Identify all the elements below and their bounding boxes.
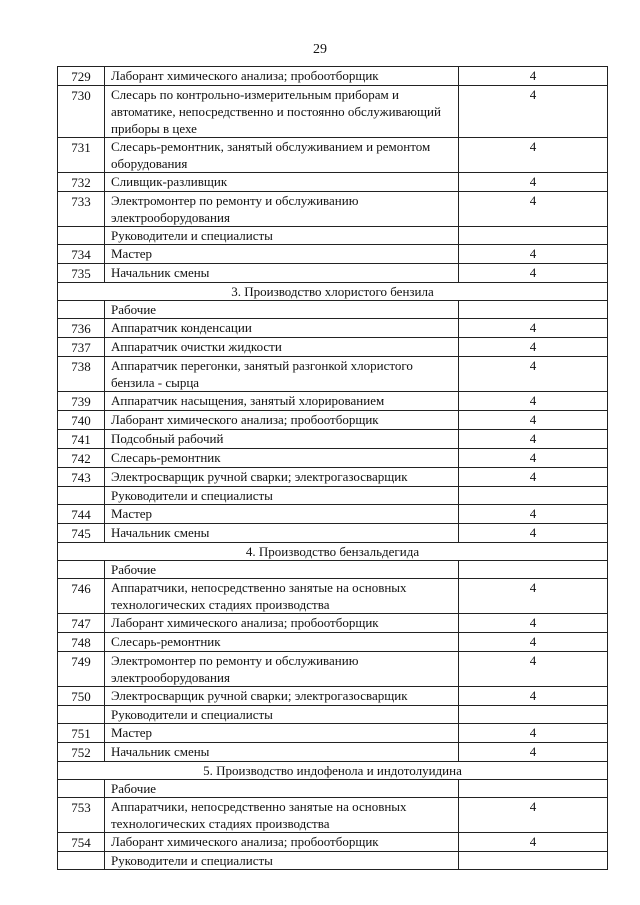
row-number: 732 — [58, 173, 105, 192]
table-row — [58, 173, 608, 192]
section-heading-row — [58, 543, 608, 561]
table-row — [58, 833, 608, 852]
profession-name: Сливщик-разливщик — [105, 173, 459, 192]
row-number: 733 — [58, 192, 105, 227]
group-heading-row — [58, 706, 608, 724]
table-row — [58, 468, 608, 487]
profession-name: Аппаратчик очистки жидкости — [105, 338, 459, 357]
row-number: 736 — [58, 319, 105, 338]
row-number: 737 — [58, 338, 105, 357]
value-cell: 4 — [459, 173, 608, 192]
profession-name: Электромонтер по ремонту и обслуживанию электрооборудования — [105, 192, 459, 227]
profession-name: Слесарь-ремонтник — [105, 633, 459, 652]
row-number: 729 — [58, 67, 105, 86]
row-number: 746 — [58, 579, 105, 614]
value-cell: 4 — [459, 411, 608, 430]
group-heading: Руководители и специалисты — [105, 227, 459, 245]
table-row — [58, 319, 608, 338]
row-number: 730 — [58, 86, 105, 138]
table-row — [58, 505, 608, 524]
row-number — [58, 301, 105, 319]
value-cell: 4 — [459, 468, 608, 487]
profession-name: Слесарь-ремонтник, занятый обслуживанием и ремонтом оборудования — [105, 138, 459, 173]
row-number: 744 — [58, 505, 105, 524]
row-number: 738 — [58, 357, 105, 392]
profession-name: Начальник смены — [105, 524, 459, 543]
group-heading-row — [58, 561, 608, 579]
group-heading: Руководители и специалисты — [105, 706, 459, 724]
row-number: 747 — [58, 614, 105, 633]
value-cell — [459, 852, 608, 870]
row-number: 750 — [58, 687, 105, 706]
value-cell: 4 — [459, 505, 608, 524]
table-row — [58, 138, 608, 173]
row-number — [58, 852, 105, 870]
row-number: 731 — [58, 138, 105, 173]
row-number — [58, 487, 105, 505]
table-row — [58, 430, 608, 449]
value-cell: 4 — [459, 687, 608, 706]
group-heading: Рабочие — [105, 301, 459, 319]
row-number: 740 — [58, 411, 105, 430]
table-row — [58, 798, 608, 833]
row-number: 745 — [58, 524, 105, 543]
group-heading: Рабочие — [105, 780, 459, 798]
table-row — [58, 524, 608, 543]
row-number: 734 — [58, 245, 105, 264]
table-row — [58, 245, 608, 264]
value-cell — [459, 561, 608, 579]
profession-name: Мастер — [105, 245, 459, 264]
table-row — [58, 633, 608, 652]
row-number: 735 — [58, 264, 105, 283]
value-cell: 4 — [459, 319, 608, 338]
value-cell: 4 — [459, 524, 608, 543]
row-number: 739 — [58, 392, 105, 411]
value-cell: 4 — [459, 614, 608, 633]
table-row — [58, 579, 608, 614]
section-heading-row — [58, 283, 608, 301]
value-cell: 4 — [459, 579, 608, 614]
value-cell: 4 — [459, 633, 608, 652]
profession-name: Мастер — [105, 724, 459, 743]
table-row — [58, 652, 608, 687]
group-heading-row — [58, 852, 608, 870]
row-number: 749 — [58, 652, 105, 687]
value-cell — [459, 301, 608, 319]
table-row — [58, 614, 608, 633]
value-cell: 4 — [459, 67, 608, 86]
value-cell: 4 — [459, 138, 608, 173]
row-number: 753 — [58, 798, 105, 833]
table-row — [58, 687, 608, 706]
table-row — [58, 264, 608, 283]
profession-name: Аппаратчики, непосредственно занятые на основных технологических стадиях производства — [105, 579, 459, 614]
group-heading-row — [58, 301, 608, 319]
row-number — [58, 561, 105, 579]
profession-name: Лаборант химического анализа; пробоотборщик — [105, 833, 459, 852]
value-cell: 4 — [459, 86, 608, 138]
group-heading-row — [58, 487, 608, 505]
group-heading: Рабочие — [105, 561, 459, 579]
value-cell: 4 — [459, 833, 608, 852]
row-number: 742 — [58, 449, 105, 468]
profession-name: Лаборант химического анализа; пробоотборщик — [105, 614, 459, 633]
value-cell: 4 — [459, 743, 608, 762]
group-heading-row — [58, 227, 608, 245]
row-number: 752 — [58, 743, 105, 762]
group-heading-row — [58, 780, 608, 798]
section-heading: 4. Производство бензальдегида — [58, 543, 608, 561]
table-row — [58, 86, 608, 138]
row-number: 754 — [58, 833, 105, 852]
section-heading: 5. Производство индофенола и индотолуидина — [58, 762, 608, 780]
row-number — [58, 706, 105, 724]
row-number: 748 — [58, 633, 105, 652]
row-number: 743 — [58, 468, 105, 487]
profession-name: Лаборант химического анализа; пробоотборщик — [105, 411, 459, 430]
table-row — [58, 338, 608, 357]
profession-name: Аппаратчик конденсации — [105, 319, 459, 338]
row-number — [58, 780, 105, 798]
value-cell: 4 — [459, 357, 608, 392]
profession-name: Электромонтер по ремонту и обслуживанию электрооборудования — [105, 652, 459, 687]
row-number: 741 — [58, 430, 105, 449]
value-cell — [459, 706, 608, 724]
table-row — [58, 392, 608, 411]
group-heading: Руководители и специалисты — [105, 852, 459, 870]
value-cell — [459, 487, 608, 505]
table-row — [58, 67, 608, 86]
profession-name: Лаборант химического анализа; пробоотборщик — [105, 67, 459, 86]
profession-name: Подсобный рабочий — [105, 430, 459, 449]
value-cell: 4 — [459, 724, 608, 743]
value-cell: 4 — [459, 192, 608, 227]
profession-name: Аппаратчики, непосредственно занятые на основных технологических стадиях производства — [105, 798, 459, 833]
table-row — [58, 449, 608, 468]
profession-name: Электросварщик ручной сварки; электрогазосварщик — [105, 687, 459, 706]
value-cell: 4 — [459, 264, 608, 283]
profession-name: Слесарь-ремонтник — [105, 449, 459, 468]
page-number: 29 — [313, 42, 327, 57]
value-cell — [459, 227, 608, 245]
section-heading: 3. Производство хлористого бензила — [58, 283, 608, 301]
table-row — [58, 357, 608, 392]
professions-table — [57, 66, 608, 870]
profession-name: Слесарь по контрольно-измерительным приборам и автоматике, непосредственно и постоянно обслуживающий приборы в цехе — [105, 86, 459, 138]
table-row — [58, 411, 608, 430]
profession-name: Мастер — [105, 505, 459, 524]
profession-name: Начальник смены — [105, 264, 459, 283]
row-number: 751 — [58, 724, 105, 743]
row-number — [58, 227, 105, 245]
table-row — [58, 743, 608, 762]
group-heading: Руководители и специалисты — [105, 487, 459, 505]
value-cell: 4 — [459, 798, 608, 833]
value-cell: 4 — [459, 338, 608, 357]
value-cell: 4 — [459, 392, 608, 411]
value-cell: 4 — [459, 449, 608, 468]
profession-name: Начальник смены — [105, 743, 459, 762]
profession-name: Аппаратчик перегонки, занятый разгонкой хлористого бензила - сырца — [105, 357, 459, 392]
profession-name: Электросварщик ручной сварки; электрогазосварщик — [105, 468, 459, 487]
value-cell: 4 — [459, 652, 608, 687]
value-cell: 4 — [459, 245, 608, 264]
table-body — [58, 67, 608, 870]
profession-name: Аппаратчик насыщения, занятый хлорированием — [105, 392, 459, 411]
table-row — [58, 192, 608, 227]
value-cell — [459, 780, 608, 798]
table-row — [58, 724, 608, 743]
value-cell: 4 — [459, 430, 608, 449]
section-heading-row — [58, 762, 608, 780]
